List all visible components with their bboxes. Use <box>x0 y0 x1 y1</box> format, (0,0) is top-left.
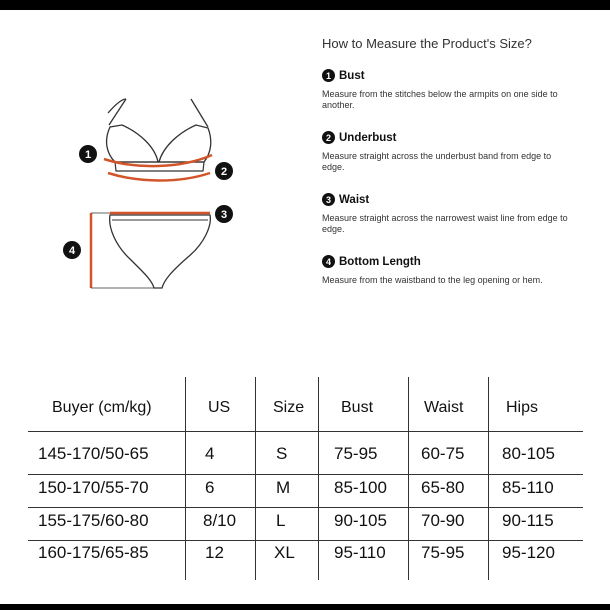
column-divider <box>185 377 186 580</box>
step-description: Measure from the waistband to the leg opening or hem. <box>322 275 543 285</box>
header-hips: Hips <box>506 399 539 416</box>
step-description: Measure from the stitches below the armpits on one side to another. <box>322 89 558 110</box>
measure-guide <box>322 36 582 306</box>
column-divider <box>408 377 409 580</box>
table-cell: 85-110 <box>502 478 554 497</box>
header-waist: Waist <box>424 399 464 416</box>
underbust-measure-line <box>108 173 210 181</box>
table-cell: 60-75 <box>421 444 465 463</box>
step-underbust <box>322 131 582 173</box>
table-cell: 85-100 <box>334 478 387 497</box>
svg-text:3: 3 <box>220 209 228 221</box>
table-cell: 155-175/60-80 <box>38 511 149 530</box>
bikini-bottom <box>110 215 211 288</box>
marker-2 <box>215 162 233 180</box>
svg-text:1: 1 <box>84 149 92 161</box>
size-chart-table <box>28 377 583 580</box>
table-cell: 95-120 <box>502 543 555 562</box>
table-cell: 145-170/50-65 <box>38 444 149 463</box>
header-buyer: Buyer (cm/kg) <box>52 399 152 416</box>
table-cell: 90-105 <box>334 511 387 530</box>
table-cell: 12 <box>205 543 224 562</box>
row-divider <box>28 431 583 432</box>
right-strap <box>191 99 208 127</box>
header-bust: Bust <box>341 399 374 416</box>
table-cell: 8/10 <box>203 511 237 530</box>
table-cell: 6 <box>205 478 215 497</box>
step-number-badge: 2 <box>322 131 335 144</box>
table-cell: 65-80 <box>421 478 465 497</box>
row-divider <box>28 507 583 508</box>
table-cell: 95-110 <box>334 543 386 562</box>
table-cell: 80-105 <box>502 444 555 463</box>
step-description: Measure straight across the underbust band from edge to edge. <box>322 151 552 172</box>
step-number-badge: 1 <box>322 69 335 82</box>
row-divider <box>28 474 583 475</box>
table-cell: 90-115 <box>502 511 554 530</box>
left-cup <box>107 125 158 162</box>
step-title: Bottom Length <box>339 255 421 268</box>
marker-4 <box>63 241 81 259</box>
step-number-badge: 4 <box>322 255 335 268</box>
table-cell: 75-95 <box>421 543 465 562</box>
table-cell: L <box>276 511 286 530</box>
step-title: Waist <box>339 193 370 206</box>
table-cell: 150-170/55-70 <box>38 478 149 497</box>
table-cell: XL <box>274 543 295 562</box>
header-us: US <box>208 399 231 416</box>
marker-3 <box>215 205 233 223</box>
step-title: Underbust <box>339 131 397 144</box>
table-cell: 70-90 <box>421 511 465 530</box>
bikini-illustration <box>60 85 260 300</box>
column-divider <box>318 377 319 580</box>
step-bottom-length <box>322 255 582 286</box>
svg-text:4: 4 <box>68 245 76 257</box>
step-number-badge: 3 <box>322 193 335 206</box>
header-size: Size <box>273 399 305 416</box>
step-description: Measure straight across the narrowest waist line from edge to edge. <box>322 213 568 234</box>
step-title: Bust <box>339 69 365 82</box>
step-waist <box>322 193 582 235</box>
table-cell: 160-175/65-85 <box>38 543 149 562</box>
svg-text:2: 2 <box>220 166 228 178</box>
marker-1 <box>79 145 97 163</box>
table-cell: M <box>276 478 291 497</box>
column-divider <box>255 377 256 580</box>
bottom-border <box>0 604 610 610</box>
row-divider <box>28 540 583 541</box>
column-divider <box>488 377 489 580</box>
top-border <box>0 0 610 10</box>
table-cell: S <box>276 444 288 463</box>
right-cup <box>159 125 211 162</box>
table-cell: 4 <box>205 444 215 463</box>
guide-title: How to Measure the Product's Size? <box>322 36 532 51</box>
step-bust <box>322 69 582 111</box>
table-cell: 75-95 <box>334 444 378 463</box>
